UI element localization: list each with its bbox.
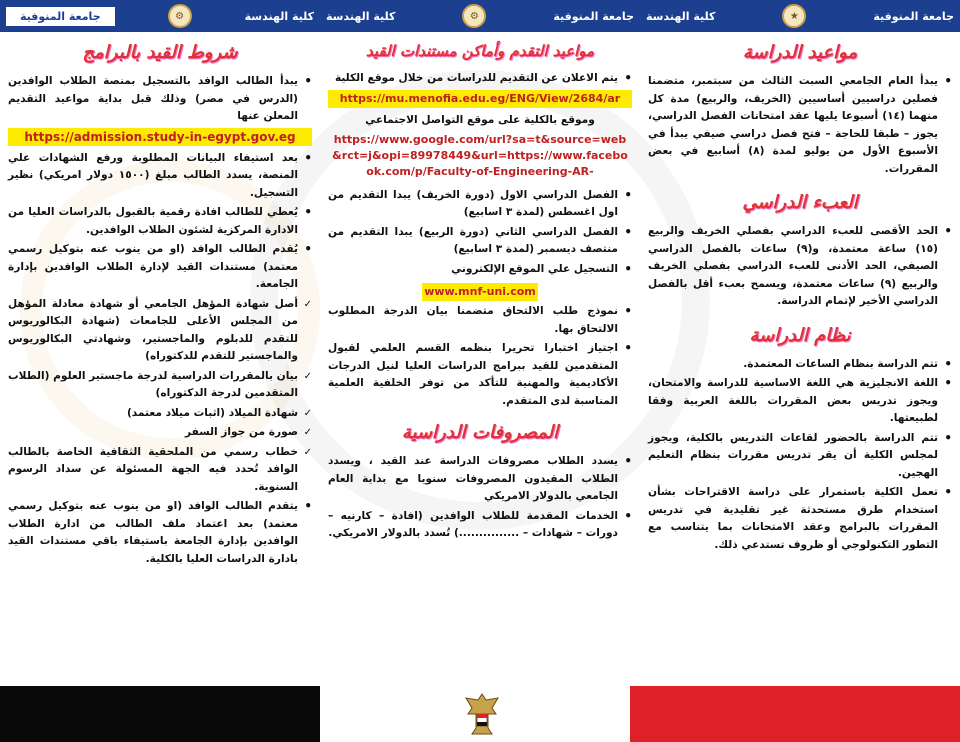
apply-item: • نموذج طلب الالتحاق متضمنا بيان الدرجة المطلوب الالتحاق بها. <box>328 303 632 338</box>
eagle-emblem-icon <box>462 690 502 738</box>
faculty-logo-icon: ⚙ <box>168 4 192 28</box>
right-header <box>640 0 960 32</box>
document-check-item: ✓ صورة من جواز السفر <box>8 424 312 442</box>
footer-band-left <box>0 686 320 742</box>
middle-column <box>320 0 640 742</box>
load-text: • الحد الأقصى للعبء الدراسي بفصلي الخريف والربيع (١٥) ساعة معتمدة، و(٩) ساعات بالفصل الدراسي الصيفي، الحد الأدنى للعبء الدراسي بفصلي الخريف والربيع (٩) ساعات معتمدة، ويسمح بعبء أقل بالفصل الدراسي الأخير لإتمام الدراسة. <box>648 223 952 311</box>
apply-item: • الفصل الدراسي الثاني (دورة الربيع) يبدا التقديم من منتصف ديسمبر (لمدة ٣ اسابيع) <box>328 224 632 259</box>
section-title-schedule: مواعيد الدراسة <box>742 42 858 63</box>
apply-item: • اجتياز اختبارا تحريرا بنظمه القسم العلمي لقبول المتقدمين للقيد ببرامج الدراسات العليا لنيل الدرجات الأكاديمية والمهنية للتأكد من توفر الخلفية العلمية المناسبة لدى المتقدم. <box>328 340 632 410</box>
condition-item: • بعد استيفاء البيانات المطلوبة ورفع الشهادات علي المنصة، يسدد الطالب مبلغ (١٥٠٠ دولار امريكي) نظير التسجيل. <box>8 150 312 203</box>
section-title-apply: مواعيد التقدم وأماكن مستندات القيد <box>365 42 595 60</box>
section-title-system: نظام الدراسة <box>749 324 851 346</box>
system-item: • تعمل الكلية باستمرار على دراسة الاقتراحات بشأن استخدام طرق مستحدثة غير تقليدية في تدريس المقررات بالبرامج وعقد الامتحانات بما يتناسب مع التطور التكنولوجي أو ظروف تستدعي ذلك. <box>648 484 952 554</box>
condition-item: • يبدأ الطالب الوافد بالتسجيل بمنصة الطلاب الوافدين (الدرس في مصر) وذلك قبل بداية مواعيد التقديم المعلن عنها <box>8 73 312 126</box>
portal-link[interactable]: www.mnf-uni.com <box>422 283 538 301</box>
right-content <box>648 38 952 682</box>
header-faculty: كلية الهندسة <box>646 9 716 23</box>
condition-item: • يُعطي للطالب افادة رقمية بالقبول بالدراسات العليا من الادارة المركزية لشئون الطلاب الوافدين. <box>8 204 312 239</box>
left-content <box>8 38 312 682</box>
section-title-conditions: شروط القيد بالبرامج <box>82 42 238 63</box>
header-faculty: كلية الهندسة <box>326 9 396 23</box>
right-column <box>640 0 960 742</box>
condition-item: • يُقدم الطالب الوافد (او من ينوب عنه بتوكيل رسمي معتمد) مستندات القيد لإدارة الطلاب الوافدين بإدارة الجامعة. <box>8 241 312 294</box>
faculty-site-link[interactable]: https://mu.menofia.edu.eg/ENG/View/2684/ar <box>328 90 632 108</box>
document-check-item: ✓ بيان بالمقررات الدراسية لدرجة ماجستير العلوم (الطلاب المتقدمين لدرجة الدكتوراه) <box>8 368 312 403</box>
document-check-item: ✓ شهادة الميلاد (اثبات ميلاد معتمد) <box>8 405 312 423</box>
header-university: جامعة المنوفية <box>6 7 115 26</box>
mid-content <box>328 38 632 682</box>
facebook-link[interactable]: https://www.google.com/url?sa=t&source=web&rct=j&opi=89978449&url=https://www.facebook.com/p/Faculty-of-Engineering-AR- <box>332 132 628 178</box>
left-header <box>0 0 320 32</box>
apply-announce: • يتم الاعلان عن التقديم للدراسات من خلال موقع الكلية <box>328 70 632 88</box>
study-in-egypt-link[interactable]: https://admission.study-in-egypt.gov.eg <box>8 128 312 146</box>
header-university: جامعة المنوفية <box>873 9 954 23</box>
footer-band-right <box>630 686 960 742</box>
system-item: • تتم الدراسة بنظام الساعات المعتمدة. <box>648 356 952 374</box>
document-check-item: ✓ أصل شهادة المؤهل الجامعي أو شهادة معادلة المؤهل من المجلس الأعلى للجامعات (شهادة البكالوريوس للتقدم للدبلوم والماجستير، وشهادتي البكالوريوس والماجستير للتقدم للدكتوراه) <box>8 296 312 366</box>
section-title-fees: المصروفات الدراسية <box>401 422 559 443</box>
left-column <box>0 0 320 742</box>
schedule-text: • يبدأ العام الجامعي السبت الثالث من سبتمبر، متضمنا فصلين دراسيين أساسيين (الخريف، والربيع) مدة كل منهما (١٤) أسبوعا يليها عقد امتحانات الفصل الدراسي، يجوز – طبقا للحاجة – فتح فصل دراسي صيفي يبدأ في الأسبوع الأول من يوليو لمدة (٨) أسابيع في بعض المقررات. <box>648 73 952 178</box>
header-university: جامعة المنوفية <box>553 9 634 23</box>
fees-item: • الخدمات المقدمة للطلاب الوافدين (افادة – كارنيه – دورات – شهادات – ...............) تُسدد بالدولار الامريكي. <box>328 508 632 543</box>
mid-header <box>320 0 640 32</box>
apply-item: • الفصل الدراسي الاول (دورة الخريف) يبدا التقديم من اول اغسطس (لمدة ٣ اسابيع) <box>328 187 632 222</box>
system-item: • تتم الدراسة بالحضور لقاعات التدريس بالكلية، ويجوز لمجلس الكلية أن يقر تدريس مقررات بنظام التعليم الهجين. <box>648 430 952 483</box>
system-item: • اللغة الانجليزية هي اللغة الاساسية للدراسة والامتحان، ويجوز تدريس بعض المقررات باللغة العربية وفقا لطبيعتها. <box>648 375 952 428</box>
document-check-item: ✓ خطاب رسمي من الملحقية الثقافية الخاصة بالطالب الوافد تُحدد فيه الجهة المسئولة عن سداد الرسوم السنوية. <box>8 444 312 497</box>
fees-item: • يسدد الطلاب مصروفات الدراسة عند القيد ، ويسدد الطلاب المقيدون المصروفات سنويا مع بداية العام الجامعي بالدولار الامريكي <box>328 453 632 506</box>
header-faculty: كلية الهندسة <box>244 9 314 23</box>
apply-item: • التسجيل علي الموقع الإلكتروني <box>328 261 632 279</box>
social-text: وموقع بالكلية على موقع التواصل الاجتماعي <box>365 113 595 126</box>
section-title-load: العبء الدراسي <box>742 192 858 213</box>
faculty-logo-icon: ⚙ <box>462 4 486 28</box>
condition-item: • يتقدم الطالب الوافد (او من ينوب عنه بتوكيل رسمي معتمد) بعد اعتماد ملف الطالب من ادارة الطلاب الوافدين بإدارة الجامعة باستيفاء باقي مستندات القيد بادارة الدراسات العليا بالكلية. <box>8 498 312 568</box>
university-logo-icon: ★ <box>782 4 806 28</box>
